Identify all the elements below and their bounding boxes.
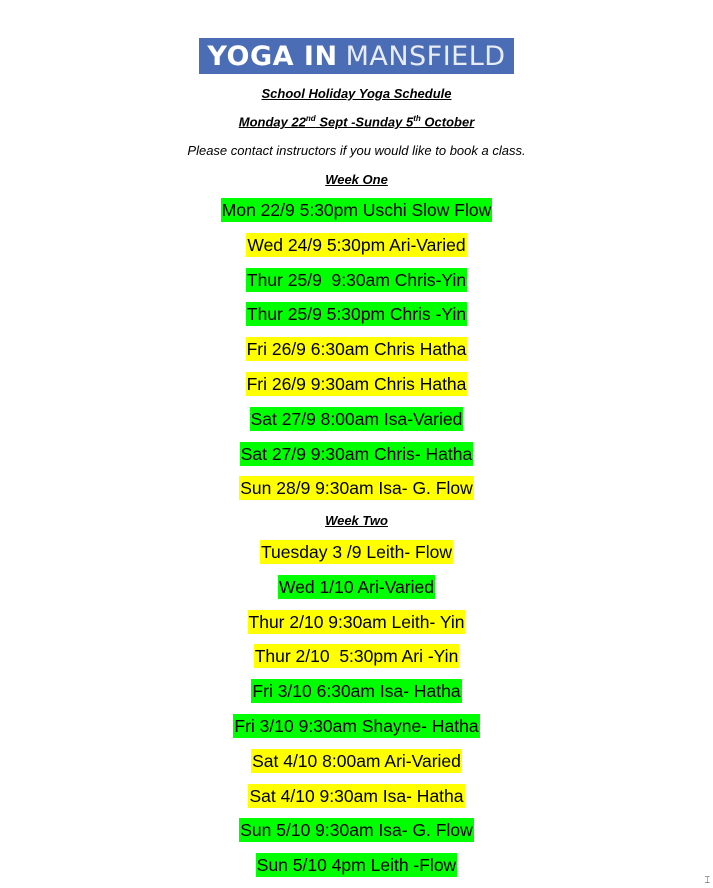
logo-light-text: MANSFIELD: [345, 40, 506, 72]
class-entry: Sat 4/10 8:00am Ari-Varied: [252, 750, 461, 771]
class-row: [0, 540, 713, 564]
class-entry: Sat 27/9 9:30am Chris- Hatha: [240, 443, 473, 464]
class-entry: Thur 2/10 9:30am Leith- Yin: [248, 611, 465, 632]
class-row: [0, 442, 713, 466]
logo-bold-text: YOGA IN: [207, 40, 338, 72]
class-entry: Tuesday 3 /9 Leith- Flow: [261, 542, 452, 562]
class-entry: Sun 5/10 9:30am Isa- G. Flow: [240, 820, 473, 841]
schedule-title: School Holiday Yoga Schedule: [261, 86, 452, 101]
class-row: [0, 476, 713, 500]
class-row: [0, 853, 713, 877]
class-entry: Sat 27/9 8:00am Isa-Varied: [250, 408, 463, 429]
yoga-in-mansfield-logo: [199, 38, 514, 74]
class-entry: Thur 25/9 5:30pm Chris -Yin: [246, 304, 467, 325]
class-entry: Thur 25/9 9:30am Chris-Yin: [246, 269, 467, 290]
class-row: [0, 337, 713, 361]
class-row: [0, 714, 713, 738]
class-row: [0, 679, 713, 703]
class-row: [0, 407, 713, 431]
class-entry: Wed 24/9 5:30pm Ari-Varied: [247, 234, 466, 255]
schedule-dates: [0, 114, 713, 129]
class-entry: Fri 3/10 6:30am Isa- Hatha: [252, 681, 461, 702]
dates-end: October: [420, 114, 475, 130]
class-row: [0, 818, 713, 842]
class-entry: Sun 28/9 9:30am Isa- G. Flow: [240, 478, 473, 499]
class-entry: Wed 1/10 Ari-Varied: [279, 576, 434, 597]
week-one-heading: Week One: [325, 172, 388, 187]
class-entry: Fri 3/10 9:30am Shayne- Hatha: [234, 716, 479, 736]
class-entry: Mon 22/9 5:30pm Uschi Slow Flow: [221, 200, 492, 220]
dates-sup-nd: nd: [305, 114, 316, 123]
class-row: [0, 784, 713, 808]
class-row: [0, 372, 713, 396]
class-row: [0, 644, 713, 668]
dates-mid: Sept -Sunday 5: [315, 114, 414, 130]
dates-start: Monday 22: [238, 114, 306, 130]
text-cursor-icon: ⌶: [704, 875, 710, 885]
booking-note: Please contact instructors if you would like to book a class.: [187, 143, 526, 158]
dates-sup-th: th: [413, 114, 421, 123]
class-row: [0, 268, 713, 292]
class-row: [0, 575, 713, 599]
class-row: [0, 610, 713, 634]
class-row: [0, 198, 713, 222]
class-entry: Sat 4/10 9:30am Isa- Hatha: [249, 785, 464, 806]
class-entry: Thur 2/10 5:30pm Ari -Yin: [254, 646, 459, 667]
class-entry: Fri 26/9 9:30am Chris Hatha: [246, 374, 467, 394]
class-row: [0, 749, 713, 773]
class-row: [0, 302, 713, 326]
class-entry: Fri 26/9 6:30am Chris Hatha: [246, 339, 467, 360]
week-two-heading: Week Two: [325, 513, 388, 528]
class-entry: Sun 5/10 4pm Leith -Flow: [256, 855, 457, 876]
class-row: [0, 233, 713, 257]
